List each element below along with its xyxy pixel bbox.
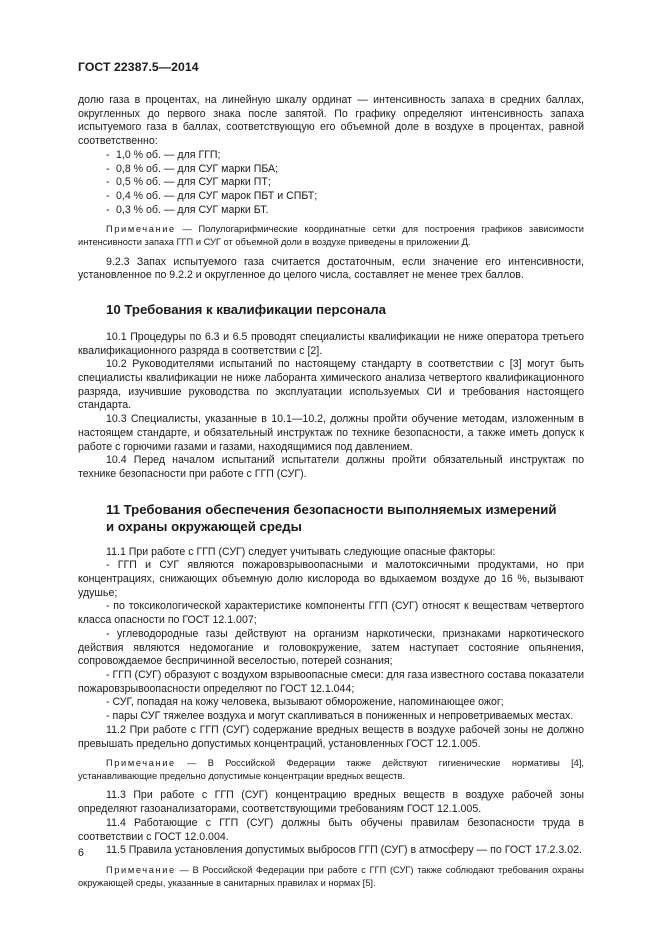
- page-content: [78, 94, 584, 889]
- paragraph-10-4: 10.4 Перед началом испытаний испытатели должны пройти обязательный инструктаж по технике безопасности при работе с ГГП (СУГ).: [78, 454, 584, 480]
- note-text: — Полулогарифмические координатные сетки для построения графиков зависимости интенсивности запаха ГГП и СУГ от объемной доли в воздухе приведены в приложении Д.: [78, 224, 584, 247]
- section-10-title: 10 Требования к квалификации персонала: [106, 301, 386, 317]
- list-item: [78, 190, 584, 204]
- list-item-text: 0,8 % об. — для СУГ марки ПБА;: [116, 162, 279, 175]
- hazard-item: - по токсикологической характеристике компоненты ГГП (СУГ) относят к веществам четвертого класса опасности по ГОСТ 12.1.007;: [78, 600, 584, 627]
- note-label: Примечание: [106, 224, 176, 235]
- note-11-5: [78, 864, 584, 889]
- list-dash: -: [106, 189, 110, 202]
- list-item: [78, 149, 584, 163]
- intro-paragraph: долю газа в процентах, на линейную шкалу ординат — интенсивность запаха в средних баллах, округленных до первого знака после запятой. По графику определяют интенсивность запаха испытуемого газа в баллах, соответствующую его объемной доле в воздухе в процентах, равной соответственно:: [78, 94, 584, 148]
- note-text: — В Российской Федерации также действуют гигиенические нормативы [4], устанавливающие предельно допустимые концентрации вредных веществ.: [78, 758, 584, 781]
- hazard-item: - пары СУГ тяжелее воздуха и могут скапливаться в пониженных и непроветриваемых местах.: [106, 710, 574, 723]
- paragraph-11-3: 11.3 При работе с ГГП (СУГ) концентрацию вредных веществ в воздухе рабочей зоны определяют газоанализаторами, соответствующими требованиям ГОСТ 12.1.005.: [78, 789, 584, 816]
- list-item-text: 0,3 % об. — для СУГ марки БТ.: [116, 203, 269, 216]
- note-label: Примечание: [106, 758, 176, 769]
- list-dash: -: [106, 176, 110, 189]
- list-item-text: 0,5 % об. — для СУГ марки ПТ;: [116, 176, 271, 189]
- hazard-item: - ГГП (СУГ) образуют с воздухом взрывоопасные смеси: для газа известного состава показатели пожаровзрывоопасности определяют по ГОСТ 12.1.044;: [78, 668, 584, 695]
- list-item-text: 1,0 % об. — для ГГП;: [116, 148, 221, 161]
- paragraph-11-1: 11.1 При работе с ГГП (СУГ) следует учитывать следующие опасные факторы:: [106, 545, 496, 558]
- hazard-item: - углеводородные газы действуют на организм наркотически, признаками наркотического действия являются недомогание и головокружение, затем наступает состояние опьянения, сопровождаемое беспричинной веселостью, потерей сознания;: [78, 627, 584, 668]
- list-dash: -: [106, 203, 110, 216]
- paragraph-11-4: 11.4 Работающие с ГГП (СУГ) должны быть обучены правилам безопасности труда в соответствии с ГОСТ 12.0.004.: [78, 816, 584, 843]
- paragraph-9-2-3: 9.2.3 Запах испытуемого газа считается достаточным, если значение его интенсивности, установленное по 9.2.2 и округленное до целого числа, составляет не менее трех баллов.: [78, 255, 584, 282]
- intro-note: [78, 223, 584, 248]
- list-dash: -: [106, 162, 110, 175]
- paragraph-11-2: 11.2 При работе с ГГП (СУГ) содержание вредных веществ в воздухе рабочей зоны не должно превышать предельно допустимых концентраций, установленных ГОСТ 12.1.005.: [78, 723, 584, 750]
- note-11-2: [78, 757, 584, 782]
- paragraph-10-3: 10.3 Специалисты, указанные в 10.1—10.2, должны пройти обучение методам, изложенным в настоящем стандарте, и обязательный инструктаж по технике безопасности, а также иметь допуск к работе с горючими газами и газами, находящимися под давлением.: [78, 413, 584, 453]
- hazard-item: - ГГП и СУГ являются пожаровзрывоопасными и малотоксичными продуктами, но при концентрациях, снижающих объемную долю кислорода во вдыхаемом воздухе до 16 %, вызывают удушье;: [78, 559, 584, 599]
- intensity-list: [78, 149, 584, 218]
- section-11-title-line1: 11 Требования обеспечения безопасности выполняемых измерений: [106, 501, 557, 517]
- document-header: ГОСТ 22387.5—2014: [78, 60, 199, 74]
- note-label: Примечание: [106, 864, 176, 875]
- paragraph-10-1: 10.1 Процедуры по 6.3 и 6.5 проводят специалисты квалификации не ниже оператора третьего квалификационного разряда в соответствии с [2].: [78, 330, 584, 357]
- paragraph-10-2: 10.2 Руководителями испытаний по настоящему стандарту в соответствии с [3] могут быть специалисты квалификации не ниже лаборанта химического анализа четвертого квалификационного разряда, изучившие руководства по эксплуатации используемых СИ и требования настоящего стандарта.: [78, 358, 584, 412]
- section-11-title-line2: и охраны окружающей среды: [106, 518, 302, 534]
- hazard-list: [78, 559, 584, 723]
- list-item: [78, 176, 584, 190]
- list-dash: -: [106, 148, 110, 161]
- list-item-text: 0,4 % об. — для СУГ марок ПБТ и СПБТ;: [116, 189, 318, 202]
- page-number: 6: [78, 847, 84, 859]
- list-item: [78, 204, 584, 218]
- list-item: [78, 163, 584, 177]
- hazard-item: - СУГ, попадая на кожу человека, вызывают обморожение, напоминающее ожог;: [106, 696, 504, 709]
- paragraph-11-5: 11.5 Правила установления допустимых выбросов ГГП (СУГ) в атмосферу — по ГОСТ 17.2.3.02.: [106, 844, 582, 857]
- note-text: — В Российской Федерации при работе с ГГП (СУГ) также соблюдают требования охраны окружающей среды, указанные в санитарных правилах и нормах [5].: [78, 864, 584, 888]
